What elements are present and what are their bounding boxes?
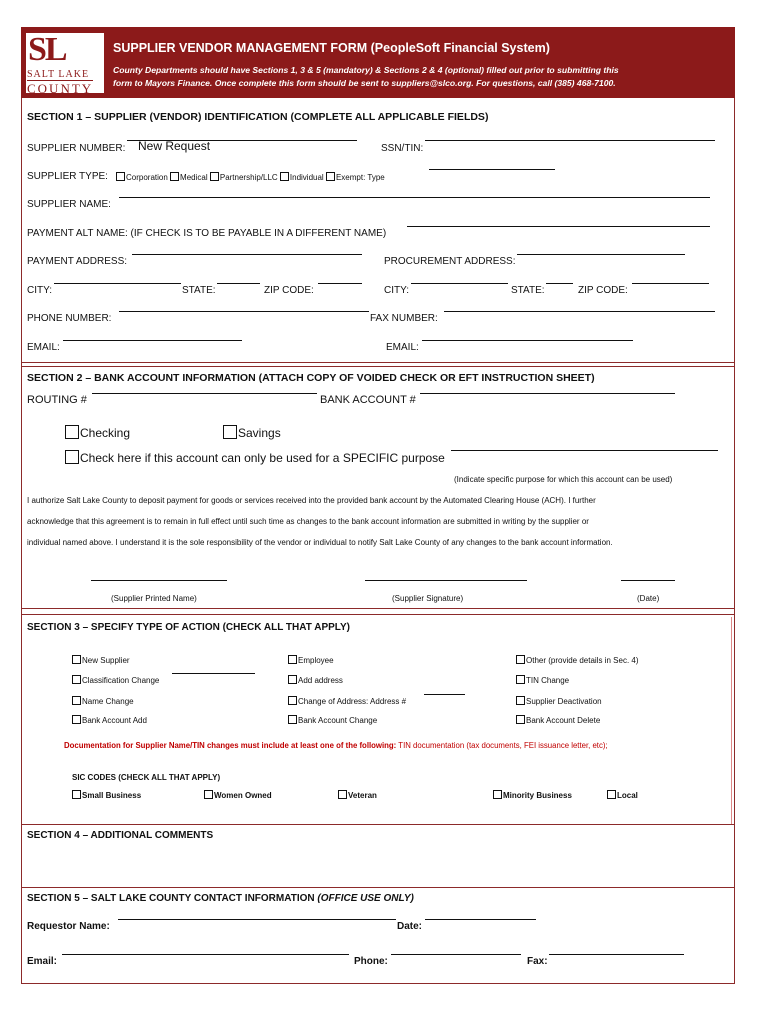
bank-account-add-label: Bank Account Add	[82, 716, 147, 725]
exempt-label: Exempt: Type	[335, 173, 385, 182]
logo-county: COUNTY	[27, 81, 94, 96]
section-5-title-italic: (OFFICE USE ONLY)	[317, 893, 414, 904]
other-option	[516, 655, 639, 665]
zip-label: ZIP CODE:	[264, 285, 314, 296]
ssn-label: SSN/TIN:	[381, 143, 424, 154]
women-owned-checkbox[interactable]	[204, 790, 213, 799]
requestor-name-label: Requestor Name:	[27, 921, 110, 932]
checking-label: Checking	[80, 426, 131, 440]
form-instructions-line-2: form to Mayors Finance. Once complete this form should be sent to suppliers@slco.org. For questions, call (385) 468-7100.	[113, 78, 616, 88]
sic-women-owned-option	[204, 790, 272, 800]
supplier-type-options	[116, 172, 385, 182]
ssn-field[interactable]	[425, 140, 715, 141]
change-of-address-option	[288, 696, 406, 706]
signature-field[interactable]	[365, 580, 527, 581]
bank-account-change-option	[288, 715, 377, 725]
medical-checkbox[interactable]	[170, 172, 179, 181]
email-field[interactable]	[63, 340, 242, 341]
city-label: CITY:	[27, 285, 53, 296]
authorization-line-3: individual named above. I understand it is the sole responsibility of the vendor or individual to notify Salt Lake County of any changes to the bank account information.	[27, 538, 613, 547]
women-owned-label: Women Owned	[214, 791, 272, 800]
bank-account-change-label: Bank Account Change	[298, 716, 378, 725]
supplier-number-value: New Request	[138, 139, 211, 153]
procurement-state-field[interactable]	[546, 283, 573, 284]
requestor-date-field[interactable]	[425, 919, 536, 920]
requestor-fax-field[interactable]	[549, 954, 684, 955]
authorization-line-1: I authorize Salt Lake County to deposit payment for goods or services received into the provided bank account by the Automated Clearing House (ACH). I further	[27, 496, 596, 505]
requestor-date-label: Date:	[397, 921, 423, 932]
printed-name-field[interactable]	[91, 580, 227, 581]
exempt-checkbox[interactable]	[326, 172, 335, 181]
minority-business-label: Minority Business	[503, 791, 572, 800]
minority-business-checkbox[interactable]	[493, 790, 502, 799]
small-business-checkbox[interactable]	[72, 790, 81, 799]
indicate-purpose-note: (Indicate specific purpose for which this account can be used)	[454, 475, 673, 484]
new-supplier-checkbox[interactable]	[72, 655, 81, 664]
savings-checkbox[interactable]	[223, 425, 237, 439]
specific-purpose-label: Check here if this account can only be used for a SPECIFIC purpose	[80, 451, 445, 465]
add-address-checkbox[interactable]	[288, 675, 297, 684]
documentation-note-rest: TIN documentation (tax documents, FEI issuance letter, etc);	[396, 741, 608, 750]
tin-change-label: TIN Change	[526, 676, 570, 685]
bank-account-delete-checkbox[interactable]	[516, 715, 525, 724]
email-label: EMAIL:	[27, 342, 60, 353]
checking-checkbox[interactable]	[65, 425, 79, 439]
classification-change-option	[72, 675, 159, 685]
procurement-zip-field[interactable]	[632, 283, 709, 284]
requestor-name-field[interactable]	[118, 919, 396, 920]
other-label: Other (provide details in Sec. 4)	[526, 656, 639, 665]
other-checkbox[interactable]	[516, 655, 525, 664]
phone-field[interactable]	[119, 311, 369, 312]
name-change-checkbox[interactable]	[72, 696, 81, 705]
payment-address-label: PAYMENT ADDRESS:	[27, 256, 128, 267]
supplier-deactivation-option	[516, 696, 602, 706]
supplier-deactivation-label: Supplier Deactivation	[526, 697, 602, 706]
fax-label: FAX NUMBER:	[370, 313, 438, 324]
zip-field[interactable]	[318, 283, 362, 284]
section-3-title: SECTION 3 – SPECIFY TYPE OF ACTION (CHECK ALL THAT APPLY)	[27, 622, 350, 633]
payment-alt-label: PAYMENT ALT NAME: (IF CHECK IS TO BE PAYABLE IN A DIFFERENT NAME)	[27, 228, 387, 239]
bank-account-label: BANK ACCOUNT #	[320, 394, 416, 406]
requestor-email-label: Email:	[27, 956, 58, 967]
procurement-address-label: PROCUREMENT ADDRESS:	[384, 256, 516, 267]
classification-change-field[interactable]	[172, 673, 255, 674]
name-change-option	[72, 696, 134, 706]
authorization-line-2: acknowledge that this agreement is to remain in full effect until such time as changes to the bank account information are submitted in writing by the supplier or	[27, 517, 589, 526]
salt-lake-county-logo	[26, 31, 104, 96]
fax-field[interactable]	[444, 311, 715, 312]
section-divider	[21, 608, 735, 609]
name-change-label: Name Change	[82, 697, 134, 706]
savings-label: Savings	[238, 426, 281, 440]
veteran-label: Veteran	[348, 791, 377, 800]
supplier-name-label: SUPPLIER NAME:	[27, 199, 111, 210]
bank-account-add-checkbox[interactable]	[72, 715, 81, 724]
requestor-fax-label: Fax:	[527, 956, 548, 967]
change-of-address-checkbox[interactable]	[288, 696, 297, 705]
classification-change-checkbox[interactable]	[72, 675, 81, 684]
exempt-type-field[interactable]	[429, 169, 555, 170]
address-number-field[interactable]	[424, 694, 465, 695]
supplier-deactivation-checkbox[interactable]	[516, 696, 525, 705]
section-2-title: SECTION 2 – BANK ACCOUNT INFORMATION (ATTACH COPY OF VOIDED CHECK OR EFT INSTRUCTION SHEET)	[27, 372, 595, 384]
payment-alt-field[interactable]	[407, 226, 710, 227]
individual-checkbox[interactable]	[280, 172, 289, 181]
documentation-note	[64, 741, 608, 750]
supplier-type-label: SUPPLIER TYPE:	[27, 171, 108, 182]
individual-label: Individual	[289, 173, 324, 182]
sic-small-business-option	[72, 790, 141, 800]
requestor-phone-field[interactable]	[391, 954, 521, 955]
section-divider	[21, 362, 735, 363]
state-field[interactable]	[217, 283, 260, 284]
section-divider	[21, 614, 735, 615]
supplier-name-field[interactable]	[119, 197, 710, 198]
state-label: STATE:	[182, 285, 216, 296]
medical-label: Medical	[180, 173, 208, 182]
sic-codes-title: SIC CODES (CHECK ALL THAT APPLY)	[72, 773, 221, 782]
partnership-checkbox[interactable]	[210, 172, 219, 181]
employee-label: Employee	[298, 656, 334, 665]
phone-label: PHONE NUMBER:	[27, 313, 112, 324]
date-caption: (Date)	[637, 594, 660, 603]
change-of-address-label: Change of Address: Address #	[298, 697, 407, 706]
section-divider	[21, 366, 735, 367]
local-checkbox[interactable]	[607, 790, 616, 799]
specific-purpose-option	[65, 450, 445, 465]
new-supplier-label: New Supplier	[82, 656, 130, 665]
bank-account-field[interactable]	[420, 393, 675, 394]
sic-local-option	[607, 790, 638, 800]
logo-salt-lake: SALT LAKE	[27, 69, 90, 80]
payment-address-field[interactable]	[132, 254, 362, 255]
bank-account-delete-label: Bank Account Delete	[526, 716, 601, 725]
section-5-title-text: SECTION 5 – SALT LAKE COUNTY CONTACT INFORMATION	[27, 893, 318, 904]
printed-name-caption: (Supplier Printed Name)	[111, 594, 197, 603]
local-label: Local	[617, 791, 638, 800]
procurement-zip-label: ZIP CODE:	[578, 285, 628, 296]
procurement-email-label: EMAIL:	[386, 342, 419, 353]
specific-purpose-checkbox[interactable]	[65, 450, 79, 464]
additional-comments-field[interactable]	[22, 845, 732, 885]
partnership-label: Partnership/LLC	[219, 173, 278, 182]
requestor-email-field[interactable]	[62, 954, 349, 955]
documentation-note-bold: Documentation for Supplier Name/TIN changes must include at least one of the following:	[64, 741, 397, 750]
procurement-email-field[interactable]	[422, 340, 633, 341]
city-field[interactable]	[54, 283, 181, 284]
section-divider	[21, 887, 735, 888]
section-4-title: SECTION 4 – ADDITIONAL COMMENTS	[27, 830, 214, 841]
add-address-option	[288, 675, 343, 685]
form-instructions-line-1: County Departments should have Sections 1, 3 & 5 (mandatory) & Sections 2 & 4 (optional) filled out prior to submitting this	[113, 65, 619, 75]
signature-caption: (Supplier Signature)	[392, 594, 464, 603]
bank-account-delete-option	[516, 715, 600, 725]
tin-change-option	[516, 675, 569, 685]
checking-option	[65, 425, 130, 440]
employee-option	[288, 655, 334, 665]
procurement-state-label: STATE:	[511, 285, 545, 296]
routing-label: ROUTING #	[27, 394, 87, 406]
procurement-address-field[interactable]	[517, 254, 685, 255]
corporation-label: Corporation	[126, 173, 168, 182]
sic-veteran-option	[338, 790, 377, 800]
procurement-city-field[interactable]	[411, 283, 508, 284]
section-1-title: SECTION 1 – SUPPLIER (VENDOR) IDENTIFICATION (COMPLETE ALL APPLICABLE FIELDS)	[27, 111, 489, 123]
form-title: SUPPLIER VENDOR MANAGEMENT FORM (PeopleSoft Financial System)	[113, 41, 550, 55]
routing-field[interactable]	[92, 393, 317, 394]
bank-account-add-option	[72, 715, 147, 725]
new-supplier-option	[72, 655, 130, 665]
add-address-label: Add address	[298, 676, 343, 685]
specific-purpose-field[interactable]	[451, 450, 718, 451]
signature-date-field[interactable]	[621, 580, 675, 581]
bank-account-change-checkbox[interactable]	[288, 715, 297, 724]
form-instructions	[113, 64, 723, 90]
supplier-number-label: SUPPLIER NUMBER:	[27, 143, 126, 154]
section-5-title	[27, 893, 414, 904]
sic-minority-option	[493, 790, 572, 800]
logo-sl: SL	[28, 31, 66, 68]
classification-change-label: Classification Change	[82, 676, 160, 685]
savings-option	[223, 425, 281, 440]
veteran-checkbox[interactable]	[338, 790, 347, 799]
employee-checkbox[interactable]	[288, 655, 297, 664]
corporation-checkbox[interactable]	[116, 172, 125, 181]
procurement-city-label: CITY:	[384, 285, 410, 296]
tin-change-checkbox[interactable]	[516, 675, 525, 684]
section-divider	[21, 824, 735, 825]
requestor-phone-label: Phone:	[354, 956, 388, 967]
small-business-label: Small Business	[82, 791, 142, 800]
form-header	[21, 27, 735, 98]
